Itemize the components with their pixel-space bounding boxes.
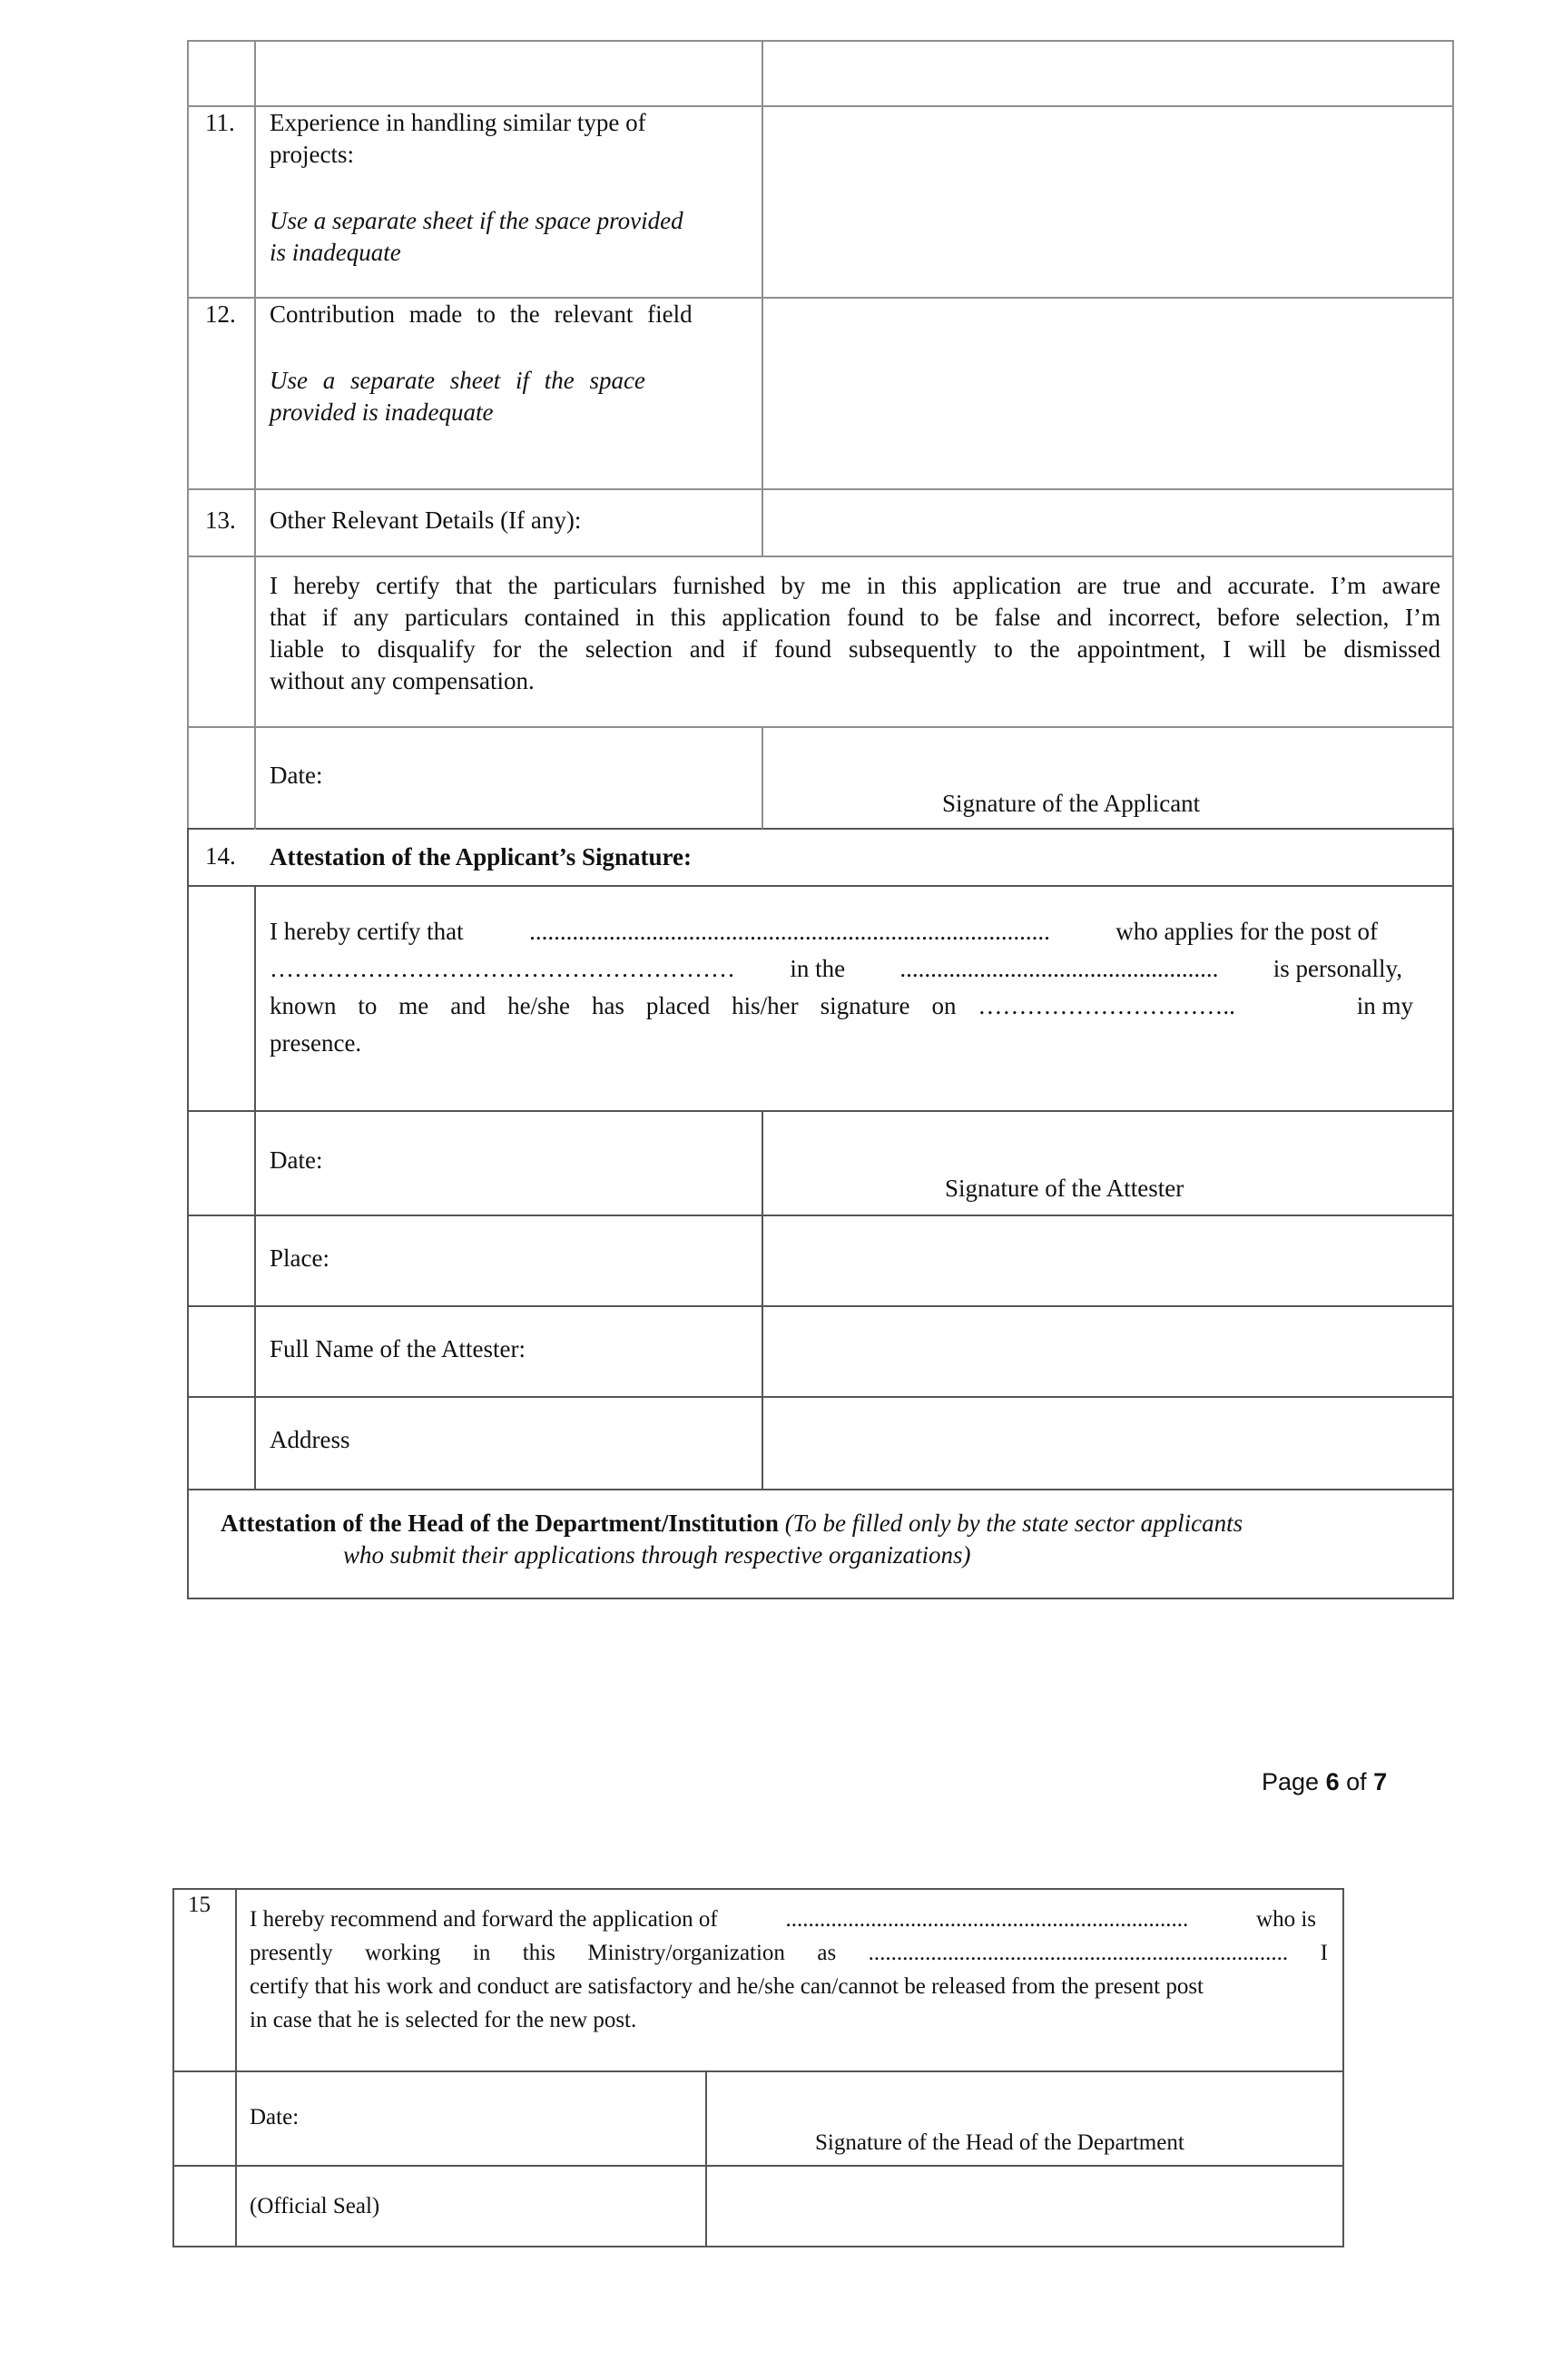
row-number-13: 13. [205, 506, 236, 534]
recommendation-line-4: in case that he is selected for the new post. [250, 2008, 637, 2032]
declaration-line: without any compensation. [270, 667, 535, 694]
attestation-line-2: ………………………………………………… in the .................................................... is personally, [270, 953, 1402, 985]
applicant-name-blank[interactable]: ..................................................................................... [529, 918, 1050, 945]
row12-label: Contribution made to the relevant field [270, 300, 693, 328]
row11-label-text: Experience in handling similar type of [270, 109, 646, 136]
row12-answer-field[interactable] [763, 299, 1452, 488]
row-number-11: 11. [205, 109, 235, 136]
applicant-date-field[interactable] [345, 744, 753, 817]
department-blank[interactable]: .................................................... [899, 955, 1219, 982]
row11-answer-field[interactable] [763, 107, 1452, 297]
official-seal-label: (Official Seal) [250, 2194, 380, 2218]
attester-fullname-field[interactable] [763, 1307, 1452, 1396]
row-number-12: 12. [205, 300, 236, 328]
official-seal-area[interactable] [707, 2167, 1342, 2246]
hod-signature-label: Signature of the Head of the Department [815, 2130, 1184, 2155]
row13-answer-field[interactable] [763, 490, 1452, 556]
hod-date-label: Date: [250, 2105, 300, 2129]
applicant-signature-field[interactable] [763, 728, 1452, 782]
declaration-line: I hereby certify that the particulars furnished by me in this application are true and accurate. I’m aware [270, 572, 1440, 599]
applicant-name-blank[interactable]: ....................................................................... [785, 1907, 1189, 1932]
row14-heading: Attestation of the Applicant’s Signature: [270, 843, 692, 870]
attester-date-label: Date: [270, 1146, 323, 1174]
hod-attestation-heading: Attestation of the Head of the Department/Institution [221, 1510, 779, 1537]
attester-signature-label: Signature of the Attester [945, 1175, 1184, 1202]
attester-place-field[interactable] [763, 1216, 1452, 1305]
hod-attestation-line2: who submit their applications through respective organizations) [343, 1541, 971, 1569]
recommendation-line-2: presently working in this Ministry/organization as .......................................................................... I [250, 1936, 1328, 1970]
hod-signature-field[interactable] [707, 2072, 1342, 2122]
applicant-declaration [270, 570, 1440, 697]
attestation-line-4: presence. [270, 1029, 362, 1057]
attester-fullname-label: Full Name of the Attester: [270, 1335, 526, 1362]
row11-note-line2: is inadequate [270, 239, 401, 266]
attester-address-label: Address [270, 1426, 350, 1453]
post-blank[interactable]: ………………………………………………… [270, 955, 735, 982]
attestation-line-1: I hereby certify that ..................................................................................... who applies for the post of [270, 916, 1378, 948]
recommendation-line-3: certify that his work and conduct are satisfactory and he/she can/cannot be released from the present post [250, 1974, 1204, 1999]
row-number-14: 14. [205, 842, 236, 870]
recommendation-line-1: I hereby recommend and forward the application of ....................................................................... who is [250, 1903, 1316, 1936]
row11-label-line2: projects: [270, 141, 354, 168]
signed-on-blank[interactable]: ………………………….. [978, 992, 1235, 1019]
declaration-line: liable to disqualify for the selection and if found subsequently to the appointment, I will be dismissed [270, 635, 1440, 663]
attester-signature-field[interactable] [763, 1112, 1452, 1166]
attester-address-field[interactable] [763, 1398, 1452, 1489]
hod-attestation-note: (To be filled only by the state sector applicants [784, 1510, 1243, 1537]
page-number: Page 6 of 7 [1262, 1768, 1388, 1795]
row13-label: Other Relevant Details (If any): [270, 506, 582, 534]
attester-place-label: Place: [270, 1244, 329, 1272]
row11-label-line1 [270, 107, 710, 139]
hod-attestation-line1 [221, 1508, 1243, 1539]
applicant-signature-label: Signature of the Applicant [942, 790, 1201, 817]
designation-blank[interactable]: .......................................................................... [868, 1941, 1289, 1965]
row-number-15: 15 [188, 1893, 211, 1917]
attestation-line-3: known to me and he/she has placed his/her signature on ………………………….. in my [270, 990, 1413, 1022]
row12-note-line1: Use a separate sheet if the space [270, 367, 645, 394]
row11-note-line1: Use a separate sheet if the space provided [270, 207, 683, 234]
attester-date-field[interactable] [345, 1126, 753, 1207]
declaration-line: that if any particulars contained in this application found to be false and incorrect, before selection, I’m [270, 604, 1440, 631]
applicant-date-label: Date: [270, 762, 323, 789]
row12-note-line2: provided is inadequate [270, 398, 494, 426]
hod-date-field[interactable] [318, 2079, 699, 2160]
